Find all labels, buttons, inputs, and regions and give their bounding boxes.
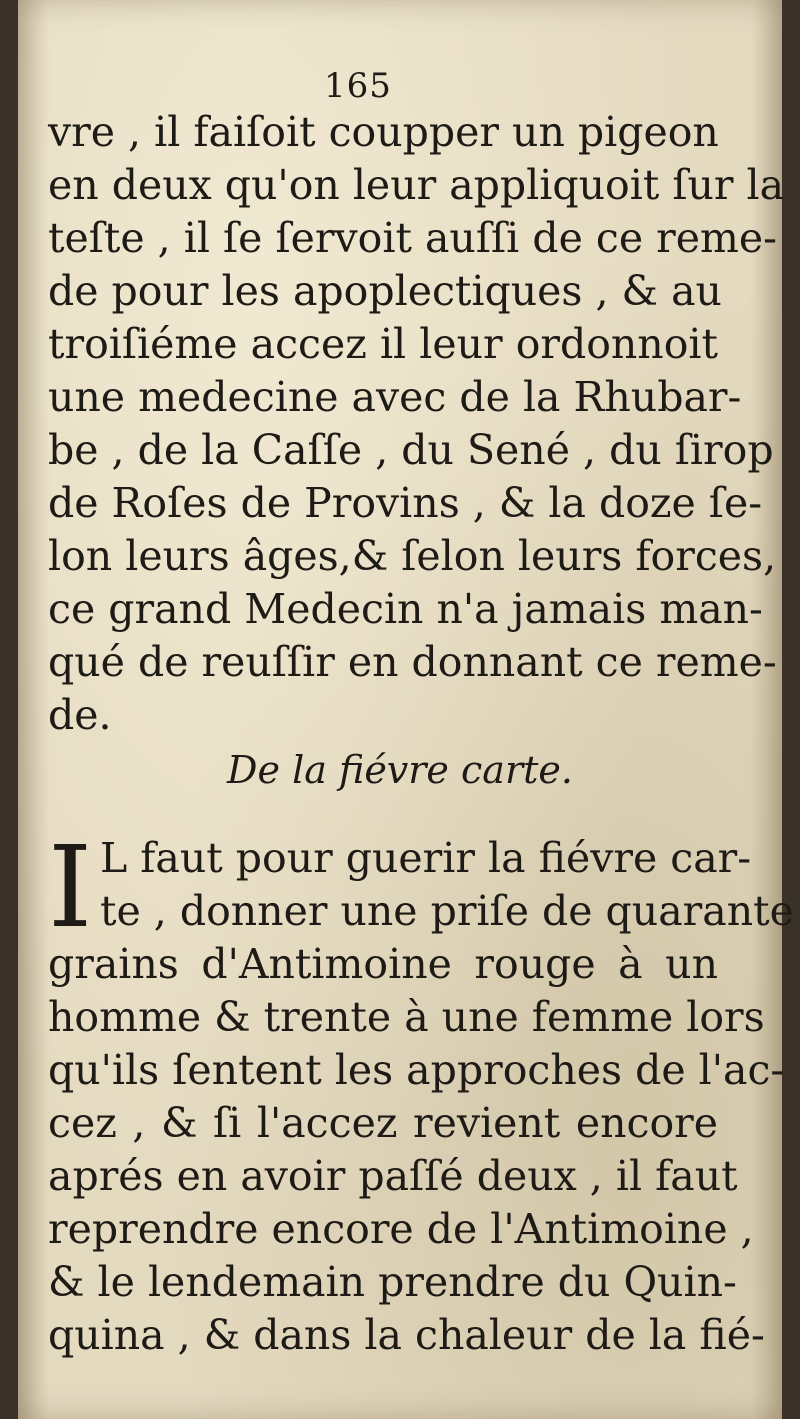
text-line: de. <box>48 691 112 739</box>
text-line: une medecine avec de la Rhubar- <box>48 373 742 421</box>
text-line: quina , & dans la chaleur de la fié- <box>48 1311 765 1359</box>
paragraph-1 <box>48 106 785 742</box>
text-line: be , de la Caſſe , du Sené , du ſirop <box>48 426 774 474</box>
drop-cap: I <box>48 823 93 953</box>
text-line: qu'ils ſentent les approches de l'ac- <box>48 1046 785 1094</box>
text-line: homme & trente à une femme lors <box>48 993 765 1041</box>
text-line: de pour les apoplectiques , & au <box>48 267 722 315</box>
text-line: aprés en avoir paſſé deux , il faut <box>48 1152 738 1200</box>
text-line: ce grand Medecin n'a jamais man- <box>48 585 763 633</box>
text-line: troiſiéme accez il leur ordonnoit <box>48 320 718 368</box>
text-line: en deux qu'on leur appliquoit ſur la <box>48 161 785 209</box>
text-line: lon leurs âges,& ſelon leurs forces, <box>48 532 777 580</box>
text-line: L faut pour guerir la fiévre car- <box>100 834 752 882</box>
book-page <box>18 0 794 1419</box>
text-line: te , donner une priſe de quarante <box>100 887 794 935</box>
text-line: reprendre encore de l'Antimoine , <box>48 1205 754 1253</box>
text-line: teſte , il ſe ſervoit auſſi de ce reme- <box>48 214 777 262</box>
page-number: 165 <box>324 66 392 106</box>
text-line: grains d'Antimoine rouge à un <box>48 940 718 988</box>
text-line: de Roſes de Provins , & la doze ſe- <box>48 479 763 527</box>
section-heading: De la fiévre carte. <box>227 748 573 792</box>
paragraph-2 <box>48 823 794 1362</box>
text-line: vre , il faiſoit coupper un pigeon <box>48 108 719 156</box>
text-line: cez , & ſi l'accez revient encore <box>48 1099 718 1147</box>
text-line: qué de reuſſir en donnant ce reme- <box>48 638 777 686</box>
text-line: & le lendemain prendre du Quin- <box>48 1258 737 1306</box>
